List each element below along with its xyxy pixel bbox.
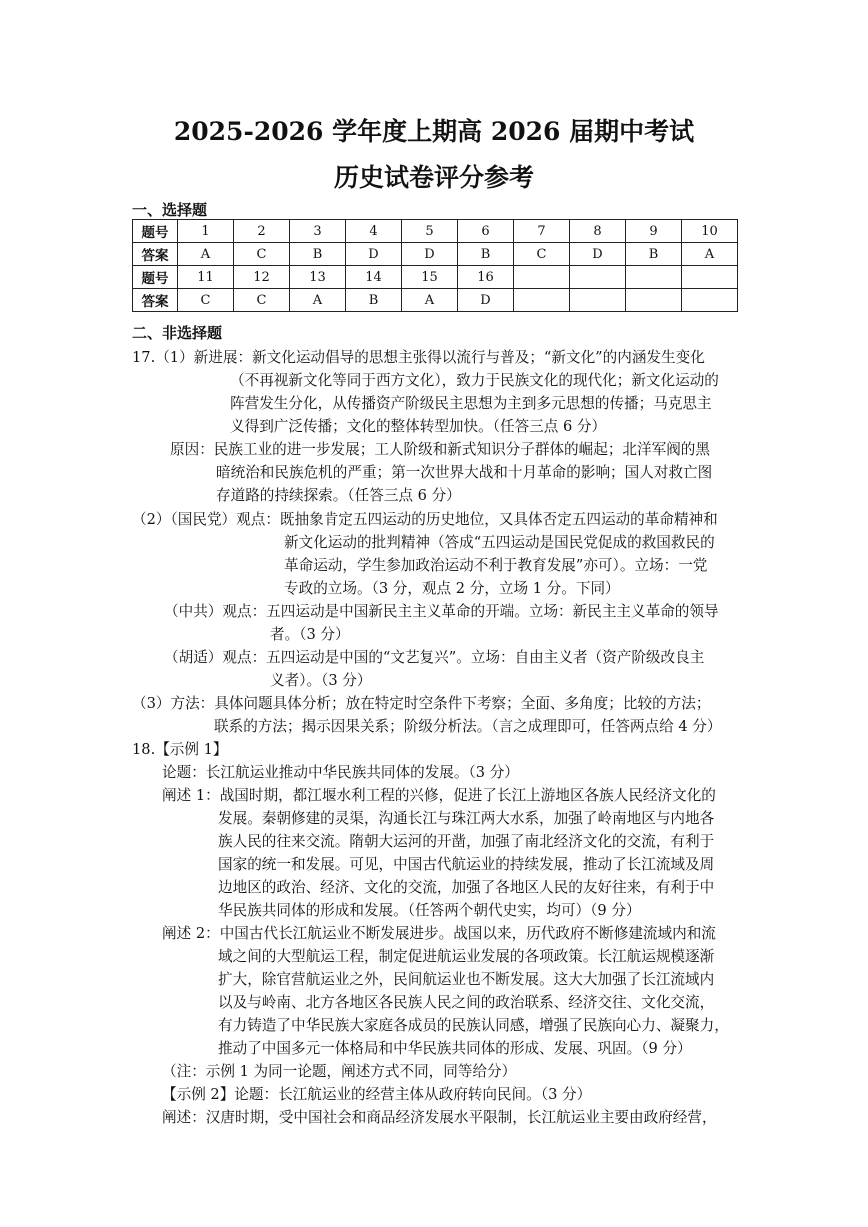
answer-table [132,219,738,312]
text-line: 阐述：汉唐时期，受中国社会和商品经济发展水平限制，长江航运业主要由政府经营， [162,1109,717,1126]
table-row [133,266,738,289]
text-line: 以及与岭南、北方各地区各民族人民之间的政治联系、经济交往、文化交流， [218,994,715,1011]
table-cell: B [626,243,682,266]
text-line: 国家的统一和发展。可见，中国古代航运业的持续发展，推动了长江流域及周 [218,856,715,873]
text-line: （注：示例 1 为同一论题，阐述方式不同，同等给分） [162,1063,517,1080]
text-line: 有力铸造了中华民族大家庭各成员的民族认同感，增强了民族向心力、凝聚力， [218,1017,729,1034]
text-line: 族人民的往来交流。隋朝大运河的开凿，加强了南北经济文化的交流，有利于 [218,833,715,850]
table-cell [682,266,738,289]
page-title: 2025-2026 学年度上期高 2026 届期中考试 [173,117,695,146]
table-cell: 8 [570,220,626,243]
table-cell: 题号 [133,266,178,289]
table-cell: 13 [290,266,346,289]
table-row [133,243,738,266]
text-line: 联系的方法；揭示因果关系；阶级分析法。（言之成理即可，任答两点给 4 分） [214,718,722,735]
table-cell: D [402,243,458,266]
text-line: 义者）。（3 分） [270,672,372,689]
text-line: 原因：民族工业的进一步发展；工人阶级和新式知识分子群体的崛起；北洋军阀的黑 [170,441,710,458]
table-cell: D [346,243,402,266]
text-line: 者。（3 分） [270,626,350,643]
table-cell [570,266,626,289]
table-cell: C [514,243,570,266]
table-cell [626,289,682,312]
text-line: 革命运动，学生参加政治运动不利于教育发展”亦可）。立场：一党 [284,557,708,574]
text-line: 义得到广泛传播；文化的整体转型加快。（任答三点 6 分） [230,418,607,435]
table-cell: C [234,289,290,312]
table-cell: 4 [346,220,402,243]
text-line: 暗统治和民族危机的严重；第一次世界大战和十月革命的影响；国人对救亡图 [216,464,713,481]
text-line: 边地区的政治、经济、文化的交流，加强了各地区人民的友好往来，有利于中 [218,879,715,896]
text-line: （胡适）观点：五四运动是中国的“文艺复兴”。立场：自由主义者（资产阶级改良主 [164,649,705,666]
text-line: 推动了中国多元一体格局和中华民族共同体的形成、发展、巩固。（9 分） [218,1040,692,1057]
text-line: 存道路的持续探索。（任答三点 6 分） [216,487,461,504]
table-cell [626,266,682,289]
table-row [133,289,738,312]
table-cell: A [178,243,234,266]
table-cell: 15 [402,266,458,289]
table-cell: 9 [626,220,682,243]
table-cell: 6 [458,220,514,243]
text-line: （中共）观点：五四运动是中国新民主主义革命的开端。立场：新民主主义革命的领导 [164,603,719,620]
table-cell: C [234,243,290,266]
table-cell: 答案 [133,243,178,266]
table-cell [570,289,626,312]
table-cell: 2 [234,220,290,243]
table-cell: 答案 [133,289,178,312]
table-cell: 题号 [133,220,178,243]
table-cell: B [458,243,514,266]
table-cell: A [682,243,738,266]
page-subtitle: 历史试卷评分参考 [333,163,534,192]
table-cell: 12 [234,266,290,289]
text-line: 发展。秦朝修建的灵渠，沟通长江与珠江两大水系，加强了岭南地区与内地各 [218,810,715,827]
table-cell: 16 [458,266,514,289]
text-line: 新文化运动的批判精神（答成“五四运动是国民党促成的救国救民的 [284,534,715,551]
table-cell: 1 [178,220,234,243]
text-line: 论题：长江航运业推动中华民族共同体的发展。（3 分） [162,764,519,781]
text-line: 扩大，除官营航运业之外，民间航运业也不断发展。这大大加强了长江流域内 [218,971,715,988]
table-cell: D [458,289,514,312]
text-line: （2）（国民党）观点：既抽象肯定五四运动的历史地位，又具体否定五四运动的革命精神和 [132,511,718,528]
table-cell [514,289,570,312]
table-cell: A [402,289,458,312]
section-essay-heading: 二、非选择题 [132,324,223,342]
text-line: （3）方法：具体问题具体分析；放在特定时空条件下考察；全面、多角度；比较的方法； [132,695,711,712]
table-cell: C [178,289,234,312]
table-cell [514,266,570,289]
table-row [133,220,738,243]
text-line: 华民族共同体的形成和发展。（任答两个朝代史实，均可）（9 分） [218,902,641,919]
section-choice-heading: 一、选择题 [132,201,208,219]
text-line: 专政的立场。（3 分，观点 2 分，立场 1 分。下同） [284,580,620,597]
table-cell [682,289,738,312]
text-line: 阐述 2：中国古代长江航运业不断发展进步。战国以来，历代政府不断修建流域内和流 [162,925,716,942]
text-line: 阵营发生分化，从传播资产阶级民主思想为主到多元思想的传播；马克思主 [230,395,712,412]
text-line: （不再视新文化等同于西方文化），致力于民族文化的现代化；新文化运动的 [230,372,719,389]
table-cell: 10 [682,220,738,243]
text-line: 域之间的大型航运工程，制定促进航运业发展的各项政策。长江航运规模逐渐 [218,948,715,965]
table-cell: 7 [514,220,570,243]
text-line: 【示例 2】论题：长江航运业的经营主体从政府转向民间。（3 分） [162,1086,592,1103]
table-cell: B [290,243,346,266]
text-line: 阐述 1：战国时期，都江堰水利工程的兴修，促进了长江上游地区各族人民经济文化的 [162,787,716,804]
text-line: 17.（1）新进展：新文化运动倡导的思想主张得以流行与普及；“新文化”的内涵发生变化 [132,349,705,366]
table-cell: B [346,289,402,312]
text-line: 18.【示例 1】 [132,741,228,758]
table-cell: 3 [290,220,346,243]
table-cell: 14 [346,266,402,289]
table-cell: 11 [178,266,234,289]
table-cell: 5 [402,220,458,243]
table-cell: D [570,243,626,266]
table-cell: A [290,289,346,312]
